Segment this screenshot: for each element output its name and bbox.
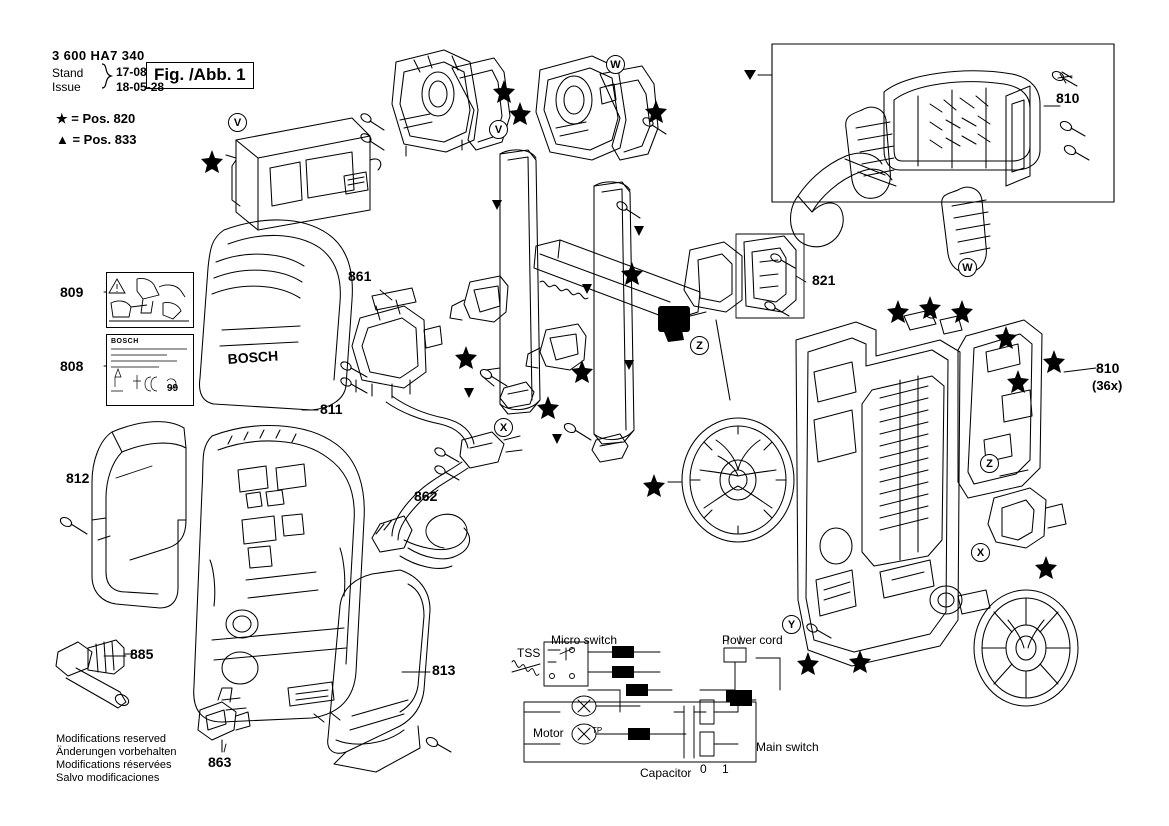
balloon-z-1: Z [690, 336, 709, 355]
figure-label: Fig. /Abb. 1 [146, 62, 254, 89]
issue-date: 18-05-28 [116, 80, 165, 94]
warning-label-809 [106, 272, 194, 328]
schematic-main-switch-label: Main switch [756, 740, 819, 754]
callout-862: 862 [414, 488, 438, 504]
rating-plate-808 [106, 334, 194, 406]
plate-brand: BOSCH [111, 338, 139, 345]
legend-star: ★ = Pos. 820 [56, 111, 136, 126]
callout-863: 863 [208, 754, 232, 770]
stand-date: 17-08 [116, 65, 147, 79]
footer-line-1: Modifications reserved [56, 733, 167, 745]
schematic-motor-tp: TP [592, 726, 603, 735]
callout-809: 809 [60, 284, 84, 300]
schematic-micro-switch-label: Micro switch [551, 633, 618, 647]
callout-811: 811 [320, 401, 343, 417]
issue-label: Issue [52, 80, 81, 94]
callout-808: 808 [60, 358, 84, 374]
footer-line-4: Salvo modificaciones [56, 772, 160, 784]
callout-861: 861 [348, 268, 372, 284]
balloon-x-2: X [971, 543, 990, 562]
svg-text:BOSCH: BOSCH [227, 347, 279, 367]
stand-label: Stand [52, 66, 84, 80]
svg-text:99: 99 [167, 383, 179, 394]
schematic-capacitor-label: Capacitor [640, 766, 692, 780]
balloon-x-1: X [494, 418, 513, 437]
callout-810-top: 810 [1056, 90, 1080, 106]
footer-line-3: Modifications réservées [56, 759, 172, 771]
balloon-w-1: W [606, 55, 625, 74]
callout-821: 821 [812, 272, 836, 288]
schematic-switch-pos-0: 0 [700, 762, 707, 776]
schematic-tss-label: TSS [517, 646, 541, 660]
balloon-w-2: W [958, 258, 977, 277]
footer-line-2: Änderungen vorbehalten [56, 746, 177, 758]
legend-triangle: ▲ = Pos. 833 [56, 132, 137, 147]
schematic-switch-pos-1: 1 [722, 762, 729, 776]
callout-810-qty: (36x) [1092, 378, 1123, 393]
schematic-power-cord-label: Power cord [722, 633, 783, 647]
balloon-v-1: V [228, 113, 247, 132]
balloon-z-2: Z [980, 454, 999, 473]
callout-885: 885 [130, 646, 154, 662]
part-code: 3 600 HA7 340 [52, 48, 145, 63]
balloon-y-1: Y [782, 615, 801, 634]
callout-812: 812 [66, 470, 90, 486]
callout-813: 813 [432, 662, 456, 678]
schematic-motor-label: Motor [533, 726, 564, 740]
callout-810-right: 810 [1096, 360, 1120, 376]
balloon-v-2: V [489, 120, 508, 139]
